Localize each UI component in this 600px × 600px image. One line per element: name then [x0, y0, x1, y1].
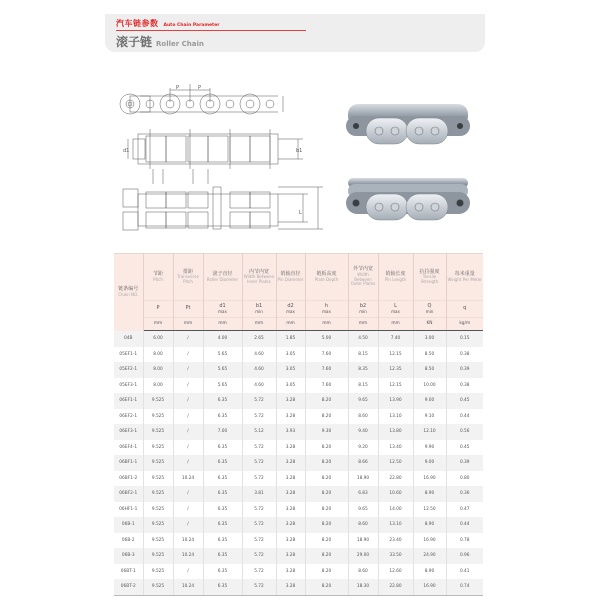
spec-value-cell: 5.72 — [242, 440, 276, 456]
spec-value-cell: 3.28 — [276, 502, 305, 518]
spec-value-cell: 10.60 — [378, 486, 413, 502]
spec-value-cell: 7.60 — [305, 362, 348, 378]
spec-value-cell: / — [173, 347, 203, 363]
spec-value-cell: 9.00 — [413, 455, 446, 471]
spec-value-cell: 0.44 — [446, 517, 483, 533]
side-view-links — [120, 84, 283, 114]
chain-number-cell: 06B-1 — [114, 517, 143, 533]
spec-value-cell: 9.20 — [348, 440, 378, 456]
spec-value-cell: 0.80 — [446, 471, 483, 487]
chain-number-cell: 06BT-2 — [114, 579, 143, 595]
spec-value-cell: 3.28 — [276, 579, 305, 595]
table-row — [114, 424, 483, 440]
duplex-chain-photo — [342, 176, 474, 226]
spec-value-cell: 3.28 — [276, 517, 305, 533]
col-header-transverse-pitch: 排距 Transverse Pitch — [173, 254, 203, 301]
col-header-chain-no: 链条编号 Chain NO. — [114, 254, 143, 331]
spec-value-cell: 0.47 — [446, 502, 483, 518]
spec-value-cell: 13.40 — [378, 440, 413, 456]
spec-value-cell: 8.20 — [305, 564, 348, 580]
table-row — [114, 455, 483, 471]
spec-value-cell: 6.35 — [203, 564, 242, 580]
spec-value-cell: 3.28 — [276, 564, 305, 580]
spec-value-cell: 8.20 — [305, 517, 348, 533]
spec-value-cell: 0.39 — [446, 455, 483, 471]
spec-value-cell: 9.65 — [348, 393, 378, 409]
spec-value-cell: 3.93 — [276, 424, 305, 440]
spec-value-cell: 13.90 — [378, 393, 413, 409]
spec-value-cell: 0.96 — [446, 548, 483, 564]
spec-value-cell: 8.00 — [143, 347, 173, 363]
spec-value-cell: 8.60 — [348, 564, 378, 580]
spec-value-cell: / — [173, 517, 203, 533]
spec-value-cell: 3.05 — [276, 378, 305, 394]
spec-value-cell: 0.38 — [446, 378, 483, 394]
spec-value-cell: 6.35 — [203, 533, 242, 549]
table-row — [114, 378, 483, 394]
chain-number-cell: 06BF2-1 — [114, 486, 143, 502]
spec-value-cell: 12.35 — [378, 362, 413, 378]
spec-value-cell: 7.40 — [378, 331, 413, 347]
spec-value-cell: 6.35 — [203, 579, 242, 595]
col-header-roller-diameter: 滚子直径 Roller Diameter — [203, 254, 242, 301]
spec-value-cell: 8.20 — [305, 393, 348, 409]
spec-value-cell: 8.15 — [348, 347, 378, 363]
spec-value-cell: 5.12 — [242, 424, 276, 440]
spec-value-cell: 18.90 — [348, 471, 378, 487]
chain-number-cell: 04B — [114, 331, 143, 347]
col-header-outer-width: 外节内宽 Width Between Outer Plates — [348, 254, 378, 301]
spec-value-cell: / — [173, 393, 203, 409]
spec-value-cell: 5.65 — [203, 378, 242, 394]
spec-value-cell: 6.35 — [203, 548, 242, 564]
spec-value-cell: 9.525 — [143, 548, 173, 564]
spec-value-cell: 22.80 — [378, 579, 413, 595]
spec-value-cell: 6.35 — [203, 486, 242, 502]
spec-value-cell: 16.90 — [413, 471, 446, 487]
spec-value-cell: 8.66 — [348, 455, 378, 471]
spec-value-cell: 0.45 — [446, 393, 483, 409]
label-d1: d1 — [123, 148, 130, 154]
spec-value-cell: 0.15 — [446, 331, 483, 347]
spec-value-cell: 9.525 — [143, 455, 173, 471]
spec-value-cell: 9.525 — [143, 564, 173, 580]
label-L: L — [299, 210, 302, 216]
col-header-pitch: 节距 Pitch — [143, 254, 173, 301]
spec-value-cell: 5.72 — [242, 409, 276, 425]
spec-value-cell: 5.72 — [242, 579, 276, 595]
spec-value-cell: 22.80 — [378, 471, 413, 487]
spec-value-cell: 3.28 — [276, 548, 305, 564]
table-row — [114, 486, 483, 502]
chain-number-cell: 05EF3-1 — [114, 378, 143, 394]
spec-value-cell: 12.15 — [378, 347, 413, 363]
spec-value-cell: 9.30 — [305, 424, 348, 440]
spec-value-cell: 8.00 — [143, 378, 173, 394]
spec-value-cell: 9.525 — [143, 533, 173, 549]
table-row — [114, 331, 483, 347]
title-en: Roller Chain — [156, 40, 204, 48]
spec-value-cell: 4.60 — [242, 347, 276, 363]
spec-value-cell: 9.65 — [348, 502, 378, 518]
table-row — [114, 517, 483, 533]
spec-value-cell: 6.35 — [203, 502, 242, 518]
spec-value-cell: 9.525 — [143, 471, 173, 487]
spec-value-cell: 9.525 — [143, 517, 173, 533]
spec-value-cell: 10.24 — [173, 533, 203, 549]
chain-number-cell: 06EF2-1 — [114, 409, 143, 425]
header-divider — [116, 30, 306, 31]
top-view-duplex — [123, 187, 323, 230]
header-category — [116, 18, 219, 29]
spec-value-cell: / — [173, 564, 203, 580]
title-cn: 滚子链 — [116, 35, 153, 49]
spec-value-cell: 13.10 — [378, 517, 413, 533]
spec-value-cell: 8.60 — [348, 517, 378, 533]
table-row — [114, 579, 483, 595]
col-header-pin-diameter: 销轴直径 Pin Diameter — [276, 254, 305, 301]
spec-value-cell: 0.45 — [446, 440, 483, 456]
spec-value-cell: 4.00 — [203, 331, 242, 347]
spec-value-cell: 7.60 — [305, 347, 348, 363]
spec-value-cell: 6.35 — [203, 455, 242, 471]
chain-number-cell: 06B-3 — [114, 548, 143, 564]
spec-value-cell: 8.35 — [348, 362, 378, 378]
spec-value-cell: 7.60 — [305, 378, 348, 394]
spec-value-cell: 3.05 — [276, 362, 305, 378]
spec-value-cell: / — [173, 362, 203, 378]
spec-value-cell: 24.90 — [413, 548, 446, 564]
spec-value-cell: 8.20 — [305, 471, 348, 487]
spec-value-cell: 6.35 — [203, 440, 242, 456]
chain-number-cell: 05EF1-1 — [114, 347, 143, 363]
page-title — [116, 33, 204, 50]
spec-value-cell: 6.35 — [203, 517, 242, 533]
spec-value-cell: 9.00 — [413, 393, 446, 409]
spec-value-cell: 12.50 — [378, 455, 413, 471]
chain-technical-drawing — [118, 84, 333, 232]
spec-value-cell: 0.74 — [446, 579, 483, 595]
header-row-names — [114, 254, 483, 301]
spec-value-cell: 6.35 — [203, 409, 242, 425]
spec-value-cell: 10.24 — [173, 579, 203, 595]
table-row — [114, 409, 483, 425]
spec-value-cell: 6.35 — [203, 471, 242, 487]
spec-value-cell: 8.20 — [305, 409, 348, 425]
spec-value-cell: 4.60 — [242, 378, 276, 394]
spec-value-cell: 3.05 — [276, 347, 305, 363]
chain-number-cell: 06B-2 — [114, 533, 143, 549]
spec-value-cell: 10.24 — [173, 471, 203, 487]
chain-number-cell: 06EF1-1 — [114, 393, 143, 409]
chain-number-cell: 06EF3-1 — [114, 424, 143, 440]
spec-value-cell: 0.39 — [446, 362, 483, 378]
spec-value-cell: 3.28 — [276, 393, 305, 409]
spec-value-cell: 8.50 — [413, 347, 446, 363]
spec-value-cell: 9.525 — [143, 409, 173, 425]
spec-value-cell: 3.28 — [276, 471, 305, 487]
spec-value-cell: / — [173, 502, 203, 518]
spec-value-cell: 4.60 — [242, 362, 276, 378]
simplex-chain-photo — [342, 96, 474, 152]
spec-value-cell: 5.72 — [242, 393, 276, 409]
spec-value-cell: 10.00 — [413, 378, 446, 394]
spec-value-cell: 3.28 — [276, 533, 305, 549]
spec-value-cell: 1.85 — [276, 331, 305, 347]
spec-value-cell: 7.00 — [203, 424, 242, 440]
col-header-plate-depth: 链板高度 Plate Depth — [305, 254, 348, 301]
spec-value-cell: 4.50 — [348, 331, 378, 347]
spec-value-cell: 9.40 — [348, 424, 378, 440]
spec-value-cell: 18.30 — [348, 579, 378, 595]
spec-value-cell: 5.65 — [203, 362, 242, 378]
spec-table-body — [114, 331, 483, 596]
spec-value-cell: 8.15 — [348, 378, 378, 394]
chain-number-cell: 05EF2-1 — [114, 362, 143, 378]
spec-value-cell: / — [173, 378, 203, 394]
col-header-tensile-strength: 抗拉强度 Tensile Strength — [413, 254, 446, 301]
spec-value-cell: 9.10 — [413, 409, 446, 425]
table-row — [114, 564, 483, 580]
category-en: Auto Chain Parameter — [163, 23, 220, 28]
spec-value-cell: 8.20 — [305, 579, 348, 595]
spec-value-cell: 6.00 — [143, 331, 173, 347]
table-row — [114, 533, 483, 549]
table-row — [114, 362, 483, 378]
col-header-inner-width: 内节内宽 Width Between Inner Plates — [242, 254, 276, 301]
chain-number-cell: 06BF1-2 — [114, 471, 143, 487]
spec-value-cell: 5.72 — [242, 548, 276, 564]
spec-value-cell: / — [173, 331, 203, 347]
spec-value-cell: 33.50 — [378, 548, 413, 564]
category-cn: 汽车链参数 — [116, 19, 159, 28]
spec-value-cell: 3.81 — [242, 486, 276, 502]
spec-value-cell: 12.10 — [413, 424, 446, 440]
spec-value-cell: 8.60 — [348, 409, 378, 425]
spec-value-cell: 5.65 — [203, 347, 242, 363]
spec-value-cell: 9.525 — [143, 502, 173, 518]
spec-value-cell: / — [173, 486, 203, 502]
spec-value-cell: 3.28 — [276, 455, 305, 471]
spec-value-cell: / — [173, 409, 203, 425]
spec-value-cell: 5.72 — [242, 471, 276, 487]
label-pitch-2: P — [198, 85, 202, 91]
chain-number-cell: 06BF1-1 — [114, 455, 143, 471]
spec-value-cell: 8.90 — [413, 564, 446, 580]
spec-value-cell: 3.28 — [276, 440, 305, 456]
spec-value-cell: 9.525 — [143, 440, 173, 456]
table-row — [114, 471, 483, 487]
spec-value-cell: 5.00 — [305, 331, 348, 347]
table-row — [114, 347, 483, 363]
label-b1: b1 — [296, 148, 303, 154]
spec-value-cell: 29.00 — [348, 548, 378, 564]
spec-value-cell: 8.00 — [143, 362, 173, 378]
spec-value-cell: 3.28 — [276, 409, 305, 425]
spec-value-cell: 12.15 — [378, 378, 413, 394]
spec-value-cell: 5.72 — [242, 455, 276, 471]
chain-number-cell: 06HF1-1 — [114, 502, 143, 518]
spec-value-cell: 16.90 — [413, 533, 446, 549]
spec-value-cell: 0.78 — [446, 533, 483, 549]
spec-value-cell: 9.525 — [143, 424, 173, 440]
spec-value-cell: 10.24 — [173, 548, 203, 564]
spec-value-cell: / — [173, 440, 203, 456]
chain-number-cell: 06EF4-1 — [114, 440, 143, 456]
spec-value-cell: 0.56 — [446, 424, 483, 440]
spec-value-cell: 23.40 — [378, 533, 413, 549]
spec-value-cell: 12.60 — [378, 564, 413, 580]
header-row-symbols: P Pt d1 max b1 min d2 max h max b2 min L max Q min q — [114, 301, 483, 318]
spec-value-cell: 16.90 — [413, 579, 446, 595]
spec-value-cell: 0.36 — [446, 486, 483, 502]
spec-value-cell: 3.00 — [413, 331, 446, 347]
spec-value-cell: 0.44 — [446, 409, 483, 425]
spec-value-cell: 0.38 — [446, 347, 483, 363]
top-view-simplex — [128, 129, 303, 184]
spec-value-cell: 8.20 — [305, 533, 348, 549]
spec-value-cell: 8.20 — [305, 486, 348, 502]
table-row — [114, 548, 483, 564]
spec-value-cell: 12.50 — [413, 502, 446, 518]
label-pitch-1: P — [176, 85, 180, 91]
table-row — [114, 440, 483, 456]
spec-value-cell: / — [173, 424, 203, 440]
spec-value-cell: 9.90 — [413, 440, 446, 456]
chain-number-cell: 06BT-1 — [114, 564, 143, 580]
spec-value-cell: 8.20 — [305, 548, 348, 564]
spec-value-cell: 5.72 — [242, 533, 276, 549]
spec-value-cell: 8.90 — [413, 517, 446, 533]
spec-value-cell: 6.35 — [203, 393, 242, 409]
spec-value-cell: 8.20 — [305, 502, 348, 518]
spec-value-cell: 0.41 — [446, 564, 483, 580]
spec-value-cell: 9.525 — [143, 579, 173, 595]
spec-value-cell: 13.80 — [378, 424, 413, 440]
spec-value-cell: 5.72 — [242, 517, 276, 533]
table-row — [114, 502, 483, 518]
spec-value-cell: 6.83 — [348, 486, 378, 502]
spec-value-cell: 14.00 — [378, 502, 413, 518]
spec-value-cell: 8.50 — [413, 362, 446, 378]
spec-value-cell: 9.525 — [143, 393, 173, 409]
col-header-weight: 每米重量 Weight Per Meter — [446, 254, 483, 301]
spec-value-cell: 5.72 — [242, 502, 276, 518]
spec-value-cell: 2.65 — [242, 331, 276, 347]
col-header-pin-length: 销轴长度 Pin Length — [378, 254, 413, 301]
spec-value-cell: 8.20 — [305, 440, 348, 456]
spec-value-cell: 18.90 — [348, 533, 378, 549]
spec-value-cell: / — [173, 455, 203, 471]
spec-value-cell: 13.10 — [378, 409, 413, 425]
spec-value-cell: 8.20 — [305, 455, 348, 471]
table-row — [114, 393, 483, 409]
spec-value-cell: 5.72 — [242, 564, 276, 580]
roller-chain-spec-table — [114, 253, 483, 596]
spec-value-cell: 3.28 — [276, 486, 305, 502]
spec-value-cell: 8.90 — [413, 486, 446, 502]
spec-value-cell: 9.525 — [143, 486, 173, 502]
header-row-units: mm mm mm mm mm mm mm mm KN kg/m — [114, 318, 483, 331]
